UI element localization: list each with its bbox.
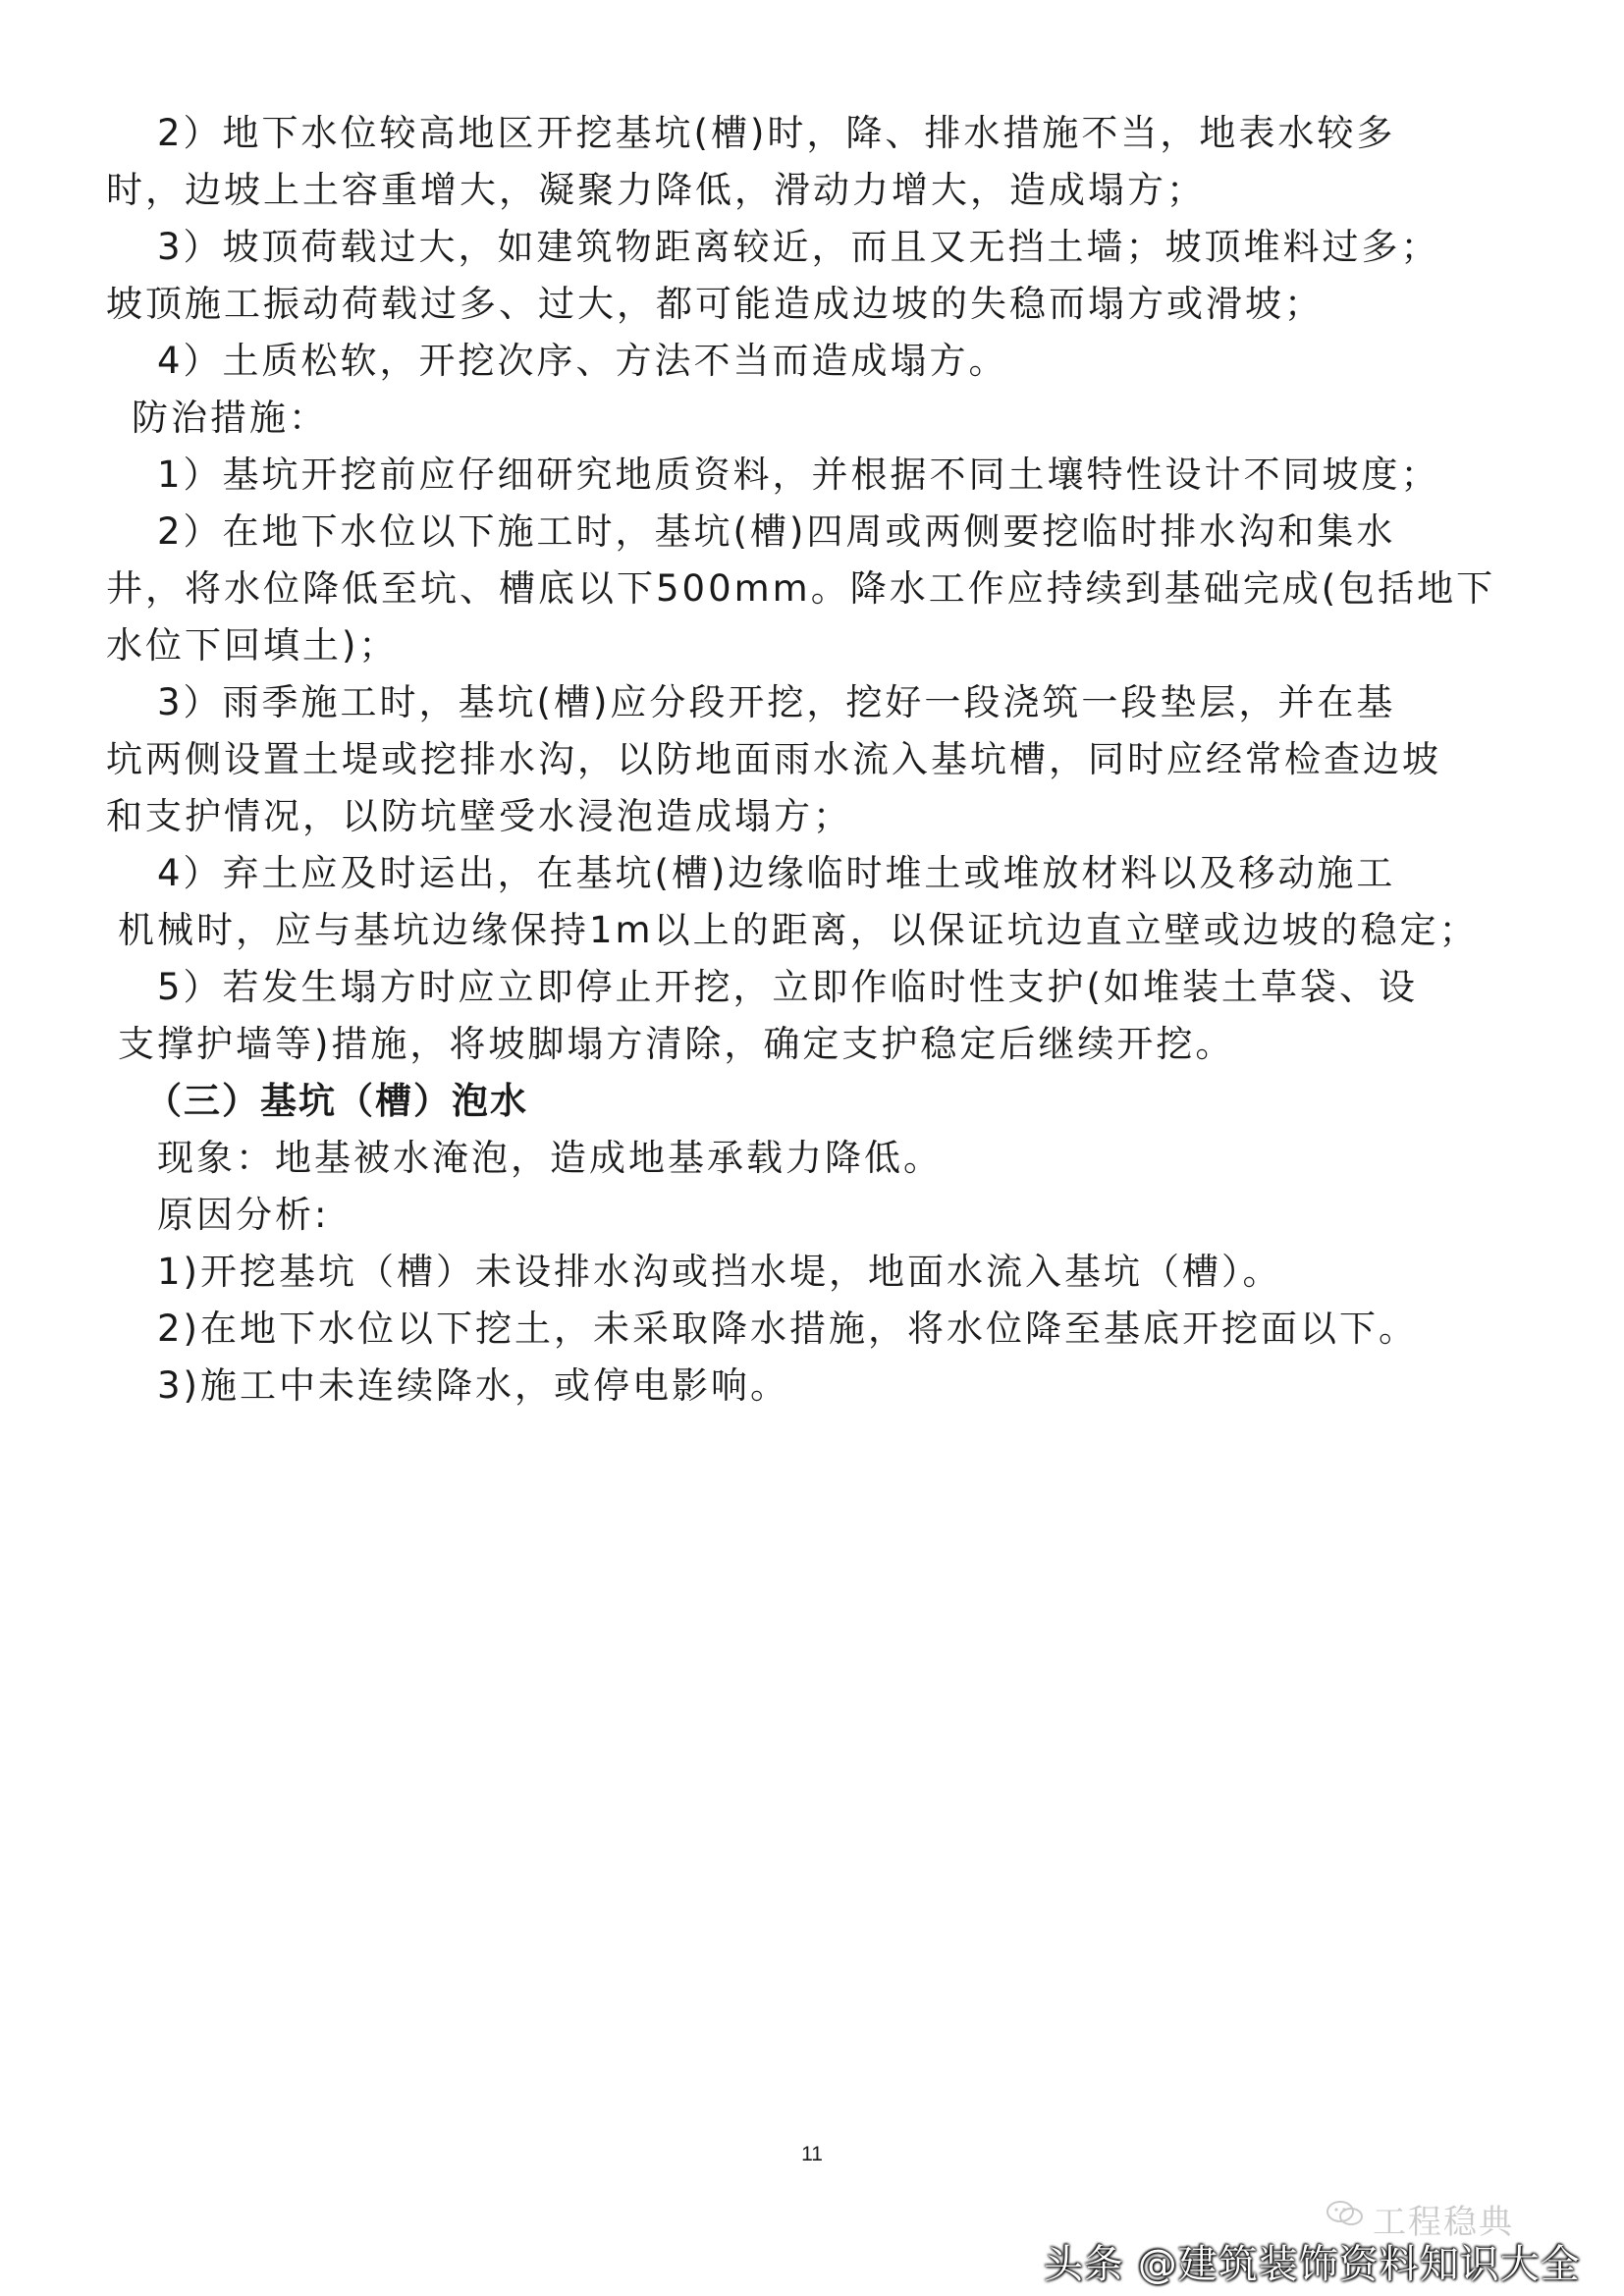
text-line: 1）基坑开挖前应仔细研究地质资料，并根据不同土壤特性设计不同坡度； [157, 454, 1440, 496]
watermark-text: 头条 @建筑装饰资料知识大全 [1044, 2242, 1581, 2287]
text-line: 2)在地下水位以下挖土，未采取降水措施，将水位降至基底开挖面以下。 [157, 1308, 1418, 1350]
page-number: 11 [801, 2143, 823, 2165]
text-line: 坑两侧设置土堤或挖排水沟，以防地面雨水流入基坑槽，同时应经常检查边坡 [106, 738, 1441, 780]
section-heading: （三）基坑（槽）泡水 [145, 1080, 528, 1122]
watermark-ghost-text: 工程稳典 [1373, 2203, 1514, 2242]
text-line: 2）地下水位较高地区开挖基坑(槽)时，降、排水措施不当，地表水较多 [157, 112, 1396, 154]
section-label: 防治措施： [132, 397, 328, 439]
text-line: 水位下回填土)； [106, 624, 399, 667]
text-line: 现象：地基被水淹泡，造成地基承载力降低。 [157, 1137, 943, 1179]
text-line: 5）若发生塌方时应立即停止开挖，立即作临时性支护(如堆装土草袋、设 [157, 966, 1418, 1008]
wechat-icon [1326, 2199, 1365, 2228]
text-line: 原因分析: [157, 1194, 330, 1236]
text-line: 机械时，应与基坑边缘保持1m以上的距离，以保证坑边直立壁或边坡的稳定； [118, 909, 1479, 951]
text-line: 3）雨季施工时，基坑(槽)应分段开挖，挖好一段浇筑一段垫层，并在基 [157, 681, 1396, 723]
text-line: 3）坡顶荷载过大，如建筑物距离较近，而且又无挡土墙；坡顶堆料过多； [157, 226, 1440, 268]
text-line: 和支护情况，以防坑壁受水浸泡造成塌方； [106, 795, 852, 837]
text-line: 井，将水位降低至坑、槽底以下500mm。降水工作应持续到基础完成(包括地下 [106, 567, 1496, 610]
text-line: 坡顶施工振动荷载过多、过大，都可能造成边坡的失稳而塌方或滑坡； [106, 283, 1324, 325]
text-line: 2）在地下水位以下施工时，基坑(槽)四周或两侧要挖临时排水沟和集水 [157, 510, 1396, 553]
text-line: 时，边坡上土容重增大，凝聚力降低，滑动力增大，造成塌方； [106, 169, 1206, 211]
text-line: 4）土质松软，开挖次序、方法不当而造成塌方。 [157, 340, 1008, 382]
text-line: 3)施工中未连续降水，或停电影响。 [157, 1364, 789, 1407]
text-line: 1)开挖基坑（槽）未设排水沟或挡水堤，地面水流入基坑（槽）。 [157, 1251, 1282, 1293]
text-line: 4）弃土应及时运出，在基坑(槽)边缘临时堆土或堆放材料以及移动施工 [157, 852, 1396, 894]
text-line: 支撑护墙等)措施，将坡脚塌方清除，确定支护稳定后继续开挖。 [118, 1023, 1235, 1065]
